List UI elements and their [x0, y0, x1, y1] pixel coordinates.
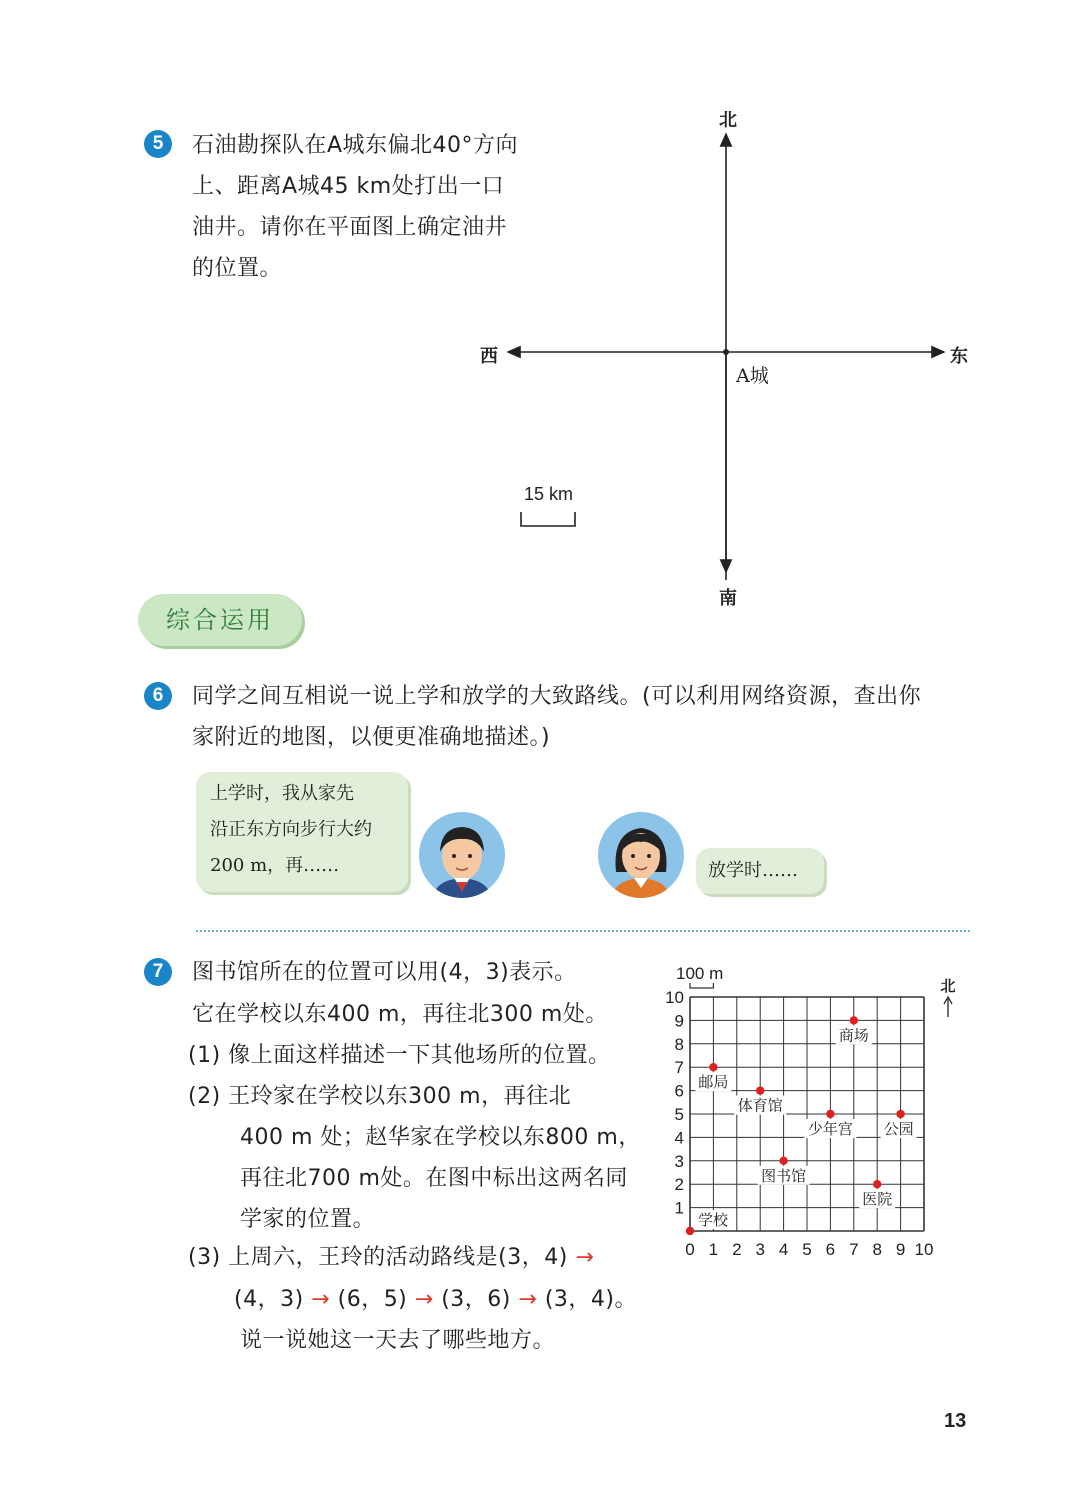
- place-dot: [850, 1016, 858, 1024]
- y-tick-label: 9: [674, 1011, 684, 1031]
- route-arrow-1: →: [575, 1245, 595, 1270]
- y-tick-label: 8: [674, 1034, 684, 1054]
- x-tick-label: 0: [685, 1240, 695, 1259]
- problem-7-q3-line-3: 说一说她这一天去了哪些地方。: [240, 1328, 556, 1353]
- place-dot: [873, 1180, 881, 1188]
- north-label: 北: [719, 110, 737, 131]
- problem-7-q2-line-2: 400 m 处；赵华家在学校以东800 m，: [240, 1125, 641, 1150]
- problem-7-line-1: 图书馆所在的位置可以用(4，3)表示。: [192, 960, 577, 985]
- map-scale-label: 100 m: [676, 964, 724, 983]
- place-label: 公园: [883, 1120, 914, 1138]
- x-tick-label: 9: [895, 1240, 906, 1259]
- grid-map: [650, 955, 970, 1265]
- y-tick-label: 2: [674, 1175, 684, 1195]
- route-point-3: (3，6): [441, 1287, 511, 1312]
- compass-diagram: [0, 0, 1078, 620]
- problem-5-badge: 5: [144, 130, 172, 158]
- section-title: 综合运用: [138, 594, 302, 646]
- route-point-2: (6，5): [337, 1287, 408, 1312]
- place-label: 医院: [862, 1190, 893, 1209]
- problem-7-q1: (1) 像上面这样描述一下其他场所的位置。: [188, 1043, 611, 1068]
- place-dot: [896, 1110, 904, 1118]
- problem-7-q2-line-3: 再往北700 m处。在图中标出这两名同: [240, 1166, 628, 1191]
- place-label: 图书馆: [761, 1166, 807, 1185]
- scale-label: 15 km: [524, 484, 574, 504]
- place-label: 邮局: [698, 1073, 729, 1092]
- route-point-4: (3，4)。: [544, 1287, 637, 1312]
- y-tick-label: 7: [674, 1058, 684, 1078]
- y-tick-label: 10: [665, 988, 684, 1007]
- route-arrow-4: →: [518, 1287, 538, 1312]
- bubble-left-line-2: 沿正东方向步行大约: [210, 819, 372, 840]
- route-point-1: (4，3): [234, 1287, 304, 1312]
- route-arrow-2: →: [311, 1287, 331, 1312]
- x-tick-label: 1: [708, 1240, 719, 1259]
- q3-route-start: (3) 上周六，王玲的活动路线是(3，4): [188, 1245, 568, 1270]
- y-tick-label: 3: [674, 1151, 684, 1171]
- problem-7-q2-line-4: 学家的位置。: [240, 1207, 376, 1232]
- problem-5-line-4: 的位置。: [192, 256, 283, 281]
- problem-7-q3-line-1: [188, 1240, 594, 1271]
- problem-7-q3-line-2: [234, 1282, 637, 1313]
- origin-point: [723, 349, 729, 355]
- x-tick-label: 2: [732, 1240, 742, 1259]
- y-tick-label: 1: [674, 1198, 684, 1218]
- x-tick-label: 8: [872, 1240, 882, 1259]
- section-divider: [196, 930, 970, 932]
- map-north-label: 北: [940, 977, 956, 995]
- scale-bar: [521, 512, 575, 526]
- x-tick-label: 10: [914, 1240, 934, 1259]
- x-tick-label: 5: [802, 1240, 812, 1259]
- place-dot: [686, 1227, 694, 1235]
- problem-6-line-1: 同学之间互相说一说上学和放学的大致路线。(可以利用网络资源，查出你: [192, 684, 922, 709]
- problem-5-line-1: 石油勘探队在A城东偏北40°方向: [192, 133, 519, 158]
- y-tick-label: 5: [674, 1105, 684, 1124]
- bubble-left-line-1: 上学时，我从家先: [210, 783, 354, 804]
- map-scale-bar: [690, 983, 713, 988]
- south-label: 南: [719, 588, 737, 609]
- x-tick-label: 3: [755, 1240, 765, 1259]
- origin-label: A城: [736, 365, 769, 387]
- bubble-left-line-3: 200 m，再……: [210, 855, 340, 876]
- problem-7-line-2: 它在学校以东400 m，再往北300 m处。: [192, 1002, 608, 1027]
- problem-7-badge: 7: [144, 958, 172, 986]
- west-label: 西: [480, 346, 498, 367]
- place-dot: [709, 1063, 717, 1071]
- problem-6-line-2: 家附近的地图，以便更准确地描述。): [192, 725, 551, 750]
- place-label: 体育馆: [737, 1096, 783, 1115]
- place-dot: [779, 1157, 787, 1165]
- place-label: 商场: [838, 1026, 869, 1045]
- boy-avatar: [419, 812, 505, 898]
- place-dot: [826, 1110, 834, 1118]
- page-number: 13: [944, 1410, 967, 1432]
- east-label: 东: [950, 346, 968, 367]
- problem-5-line-3: 油井。请你在平面图上确定油井: [192, 215, 508, 240]
- speech-bubble-left: [196, 772, 408, 892]
- x-tick-label: 4: [778, 1240, 789, 1259]
- speech-bubble-right: 放学时……: [696, 848, 824, 894]
- x-tick-label: 7: [849, 1240, 859, 1259]
- place-dot: [756, 1086, 764, 1094]
- place-label: 学校: [698, 1211, 729, 1229]
- problem-7-q2-line-1: (2) 王玲家在学校以东300 m，再往北: [188, 1084, 572, 1109]
- place-label: 少年宫: [807, 1120, 853, 1138]
- y-tick-label: 6: [674, 1081, 684, 1101]
- problem-6-badge: 6: [144, 682, 172, 710]
- y-tick-label: 4: [674, 1128, 684, 1148]
- x-tick-label: 6: [825, 1240, 836, 1259]
- route-arrow-3: →: [414, 1287, 434, 1312]
- girl-avatar: [598, 812, 684, 898]
- problem-5-line-2: 上、距离A城45 km处打出一口: [192, 174, 505, 199]
